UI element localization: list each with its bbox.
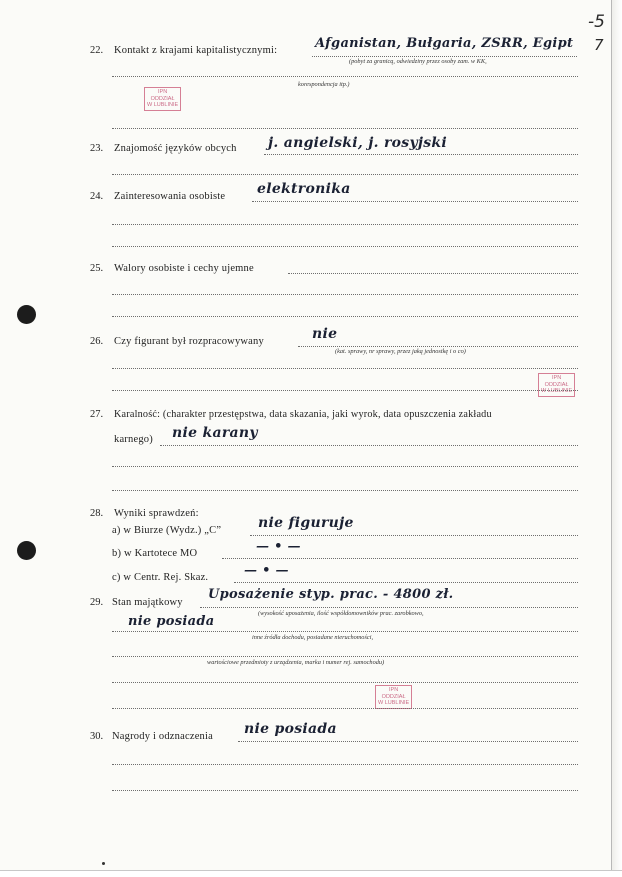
- dotted-line: [112, 682, 578, 683]
- dotted-line: [160, 445, 578, 446]
- page-number-bottom: 7: [594, 36, 604, 54]
- field-number: 24.: [90, 191, 104, 202]
- page-edge: [611, 0, 622, 877]
- handwritten-answer: nie posiada: [128, 614, 215, 629]
- dotted-line: [298, 346, 578, 347]
- field-label: Zainteresowania osobiste: [114, 191, 226, 202]
- dotted-line: [264, 154, 578, 155]
- punch-hole: [17, 541, 36, 560]
- dotted-line: [112, 466, 578, 467]
- dotted-line: [112, 490, 578, 491]
- dotted-line: [112, 174, 578, 175]
- archive-stamp: IPN ODDZIAŁ W LUBLINIE: [375, 685, 412, 709]
- field-label: Kontakt z krajami kapitalistycznymi:: [114, 45, 278, 56]
- dotted-line: [112, 246, 578, 247]
- punch-hole: [17, 305, 36, 324]
- page-number-top: -5: [588, 12, 605, 32]
- field-label: Stan majątkowy: [112, 597, 183, 608]
- field-label: a) w Biurze (Wydz.) „C”: [112, 525, 222, 536]
- handwritten-answer: nie figuruje: [258, 515, 354, 531]
- field-hint: inne źródła dochodu, posiadane nieruchomości,: [252, 634, 374, 641]
- dotted-line: [112, 76, 578, 77]
- handwritten-answer: nie: [312, 326, 338, 342]
- scan-speck: [102, 862, 105, 865]
- handwritten-answer: nie karany: [172, 425, 258, 441]
- dotted-line: [112, 294, 578, 295]
- dotted-line: [112, 224, 578, 225]
- field-label: Walory osobiste i cechy ujemne: [114, 263, 254, 274]
- page-edge: [0, 870, 622, 877]
- dotted-line: [312, 56, 577, 57]
- field-number: 29.: [90, 597, 104, 608]
- handwritten-answer: j. angielski, j. rosyjski: [268, 135, 448, 151]
- dotted-line: [112, 631, 578, 632]
- field-label: Znajomość języków obcych: [114, 143, 237, 154]
- dotted-line: [112, 316, 578, 317]
- dotted-line: [112, 764, 578, 765]
- field-number: 28.: [90, 508, 104, 519]
- dotted-line: [112, 128, 578, 129]
- dotted-line: [252, 201, 578, 202]
- handwritten-answer: — • —: [256, 539, 301, 554]
- archive-stamp: IPN ODDZIAŁ W LUBLINIE: [538, 373, 575, 397]
- dotted-line: [112, 708, 578, 709]
- field-label: Nagrody i odznaczenia: [112, 731, 213, 742]
- dotted-line: [112, 656, 578, 657]
- dotted-line: [112, 368, 578, 369]
- field-number: 25.: [90, 263, 104, 274]
- dotted-line: [234, 582, 578, 583]
- dotted-line: [222, 558, 578, 559]
- field-number: 23.: [90, 143, 104, 154]
- handwritten-answer: elektronika: [257, 181, 351, 197]
- field-label: c) w Centr. Rej. Skaz.: [112, 572, 209, 583]
- handwritten-answer: Afganistan, Bułgaria, ZSRR, Egipt: [315, 36, 574, 51]
- dotted-line: [112, 790, 578, 791]
- field-hint: (kat. sprawy, nr sprawy, przez jaką jednostkę i o co): [335, 348, 466, 355]
- field-number: 27.: [90, 409, 104, 420]
- field-label: Czy figurant był rozpracowywany: [114, 336, 264, 347]
- field-hint: korespondencja itp.): [298, 81, 350, 88]
- field-label: karnego): [114, 434, 153, 445]
- dotted-line: [112, 390, 578, 391]
- field-hint: (pobyt za granicą, odwiedziny przez osoby zam. w KK,: [349, 58, 487, 65]
- dotted-line: [250, 535, 578, 536]
- dotted-line: [200, 607, 578, 608]
- field-label: b) w Kartotece MO: [112, 548, 198, 559]
- field-hint: wartościowe przedmioty z urządzenia, marka i numer rej. samochodu): [207, 659, 385, 666]
- field-hint: (wysokość uposażenia, ilość współdomowników prac. zarobkowo,: [258, 610, 424, 617]
- field-number: 30.: [90, 731, 104, 742]
- handwritten-answer: — • —: [244, 563, 289, 578]
- field-label: Wyniki sprawdzeń:: [114, 508, 199, 519]
- dotted-line: [238, 741, 578, 742]
- dotted-line: [288, 273, 578, 274]
- archive-stamp: IPN ODDZIAŁ W LUBLINIE: [144, 87, 181, 111]
- field-number: 26.: [90, 336, 104, 347]
- handwritten-answer: nie posiada: [244, 721, 337, 737]
- handwritten-answer: Uposażenie styp. prac. - 4800 zł.: [208, 587, 454, 602]
- field-number: 22.: [90, 45, 104, 56]
- field-label: Karalność: (charakter przestępstwa, data skazania, jaki wyrok, data opuszczenia zakładu: [114, 409, 492, 420]
